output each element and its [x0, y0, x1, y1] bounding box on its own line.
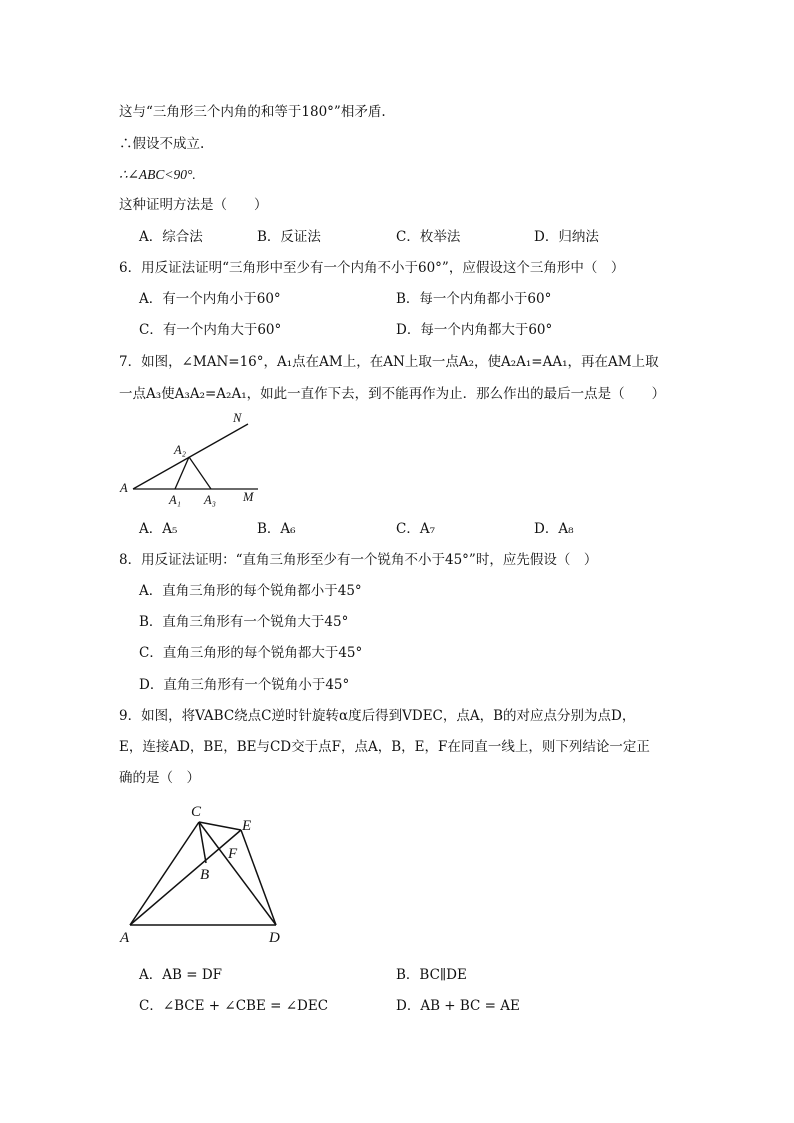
q9-stem-line-1: 9．如图，将VABC绕点C逆时针旋转α度后得到VDEC，点A，B的对应点分别为点D， [119, 708, 636, 724]
q5-option-d: D．归纳法 [534, 229, 599, 245]
q9-figure [112, 798, 302, 948]
q5-option-b: B．反证法 [257, 229, 321, 245]
q6-option-a: A．有一个内角小于60° [139, 291, 281, 307]
q9-option-d: D．AB + BC = AE [396, 998, 520, 1014]
q9-label-b: B [200, 867, 210, 883]
q7-option-c: C．A₇ [396, 521, 435, 537]
q9-label-c: C [191, 804, 202, 820]
q9-option-a: A．AB = DF [139, 967, 223, 983]
q8-option-d: D．直角三角形有一个锐角小于45° [139, 677, 350, 693]
q9-label-f: F [228, 846, 238, 862]
q7-figure [112, 408, 272, 508]
q9-label-a: A [120, 930, 130, 946]
q9-label-e: E [242, 818, 252, 834]
q5-option-a: A．综合法 [139, 229, 203, 245]
q7-option-b: B．A₆ [257, 521, 296, 537]
intro-line-3: ∴∠ABC<90°. [119, 167, 196, 182]
q7-option-a: A．A₅ [139, 521, 178, 537]
q8-option-c: C．直角三角形的每个锐角都大于45° [139, 645, 363, 661]
q7-label-a: A [120, 481, 128, 495]
q8-stem: 8．用反证法证明：“直角三角形至少有一个锐角不小于45°”时，应先假设（ ） [119, 552, 598, 568]
q9-option-c: C．∠BCE + ∠CBE = ∠DEC [139, 998, 329, 1014]
q9-stem-line-3: 确的是（ ） [119, 770, 200, 786]
q8-option-a: A．直角三角形的每个锐角都小于45° [139, 583, 362, 599]
q9-label-d: D [269, 930, 280, 946]
q6-stem: 6．用反证法证明“三角形中至少有一个内角不小于60°”，应假设这个三角形中（ ） [119, 260, 625, 276]
q6-option-b: B．每一个内角都小于60° [396, 291, 552, 307]
q7-label-a3: A₃ [204, 493, 216, 507]
q7-label-a1: A₁ [169, 493, 181, 507]
q7-label-n: N [233, 411, 242, 425]
q6-option-c: C．有一个内角大于60° [139, 322, 282, 338]
q7-stem-line-2: 一点A₃使A₃A₂=A₂A₁，如此一直作下去，到不能再作为止．那么作出的最后一点是（ ） [119, 386, 666, 402]
q6-option-d: D．每一个内角都大于60° [396, 322, 553, 338]
q5-prompt: 这种证明方法是（ ） [119, 197, 268, 213]
q8-option-b: B．直角三角形有一个锐角大于45° [139, 614, 349, 630]
q7-label-a2: A₂ [174, 443, 186, 457]
intro-line-2: ∴假设不成立. [119, 136, 205, 152]
q5-option-c: C．枚举法 [396, 229, 461, 245]
q9-stem-line-2: E，连接AD，BE，BE与CD交于点F，点A，B，E，F在同直一线上，则下列结论一定正 [119, 739, 650, 755]
q7-stem-line-1: 7．如图，∠MAN=16°，A₁点在AM上，在AN上取一点A₂，使A₂A₁=AA₁，再在AM上取 [119, 354, 659, 370]
q7-option-d: D．A₈ [534, 521, 574, 537]
q9-option-b: B．BC∥DE [396, 967, 467, 983]
intro-line-1: 这与“三角形三个内角的和等于180°”相矛盾. [119, 104, 386, 120]
q7-label-m: M [243, 490, 254, 504]
